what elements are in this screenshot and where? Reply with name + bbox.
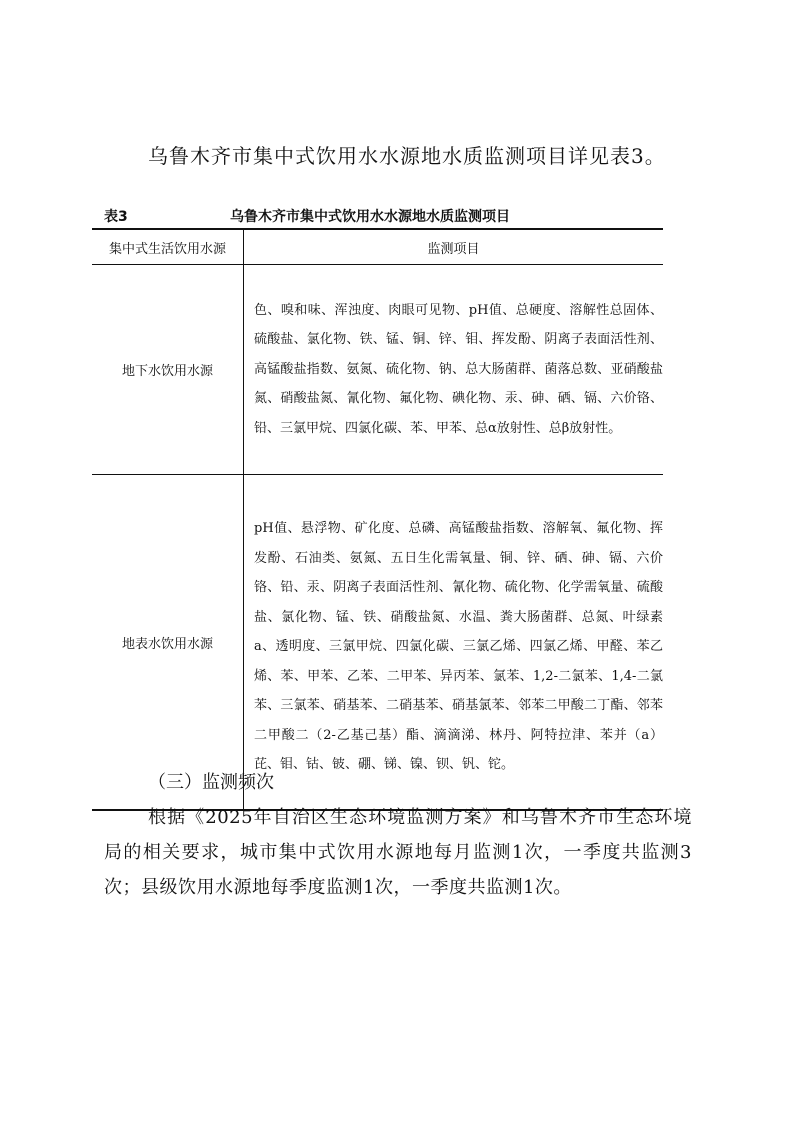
- table-caption-number: 表3: [104, 209, 128, 225]
- table-row: [92, 475, 663, 811]
- header-source: 集中式生活饮用水源: [92, 229, 244, 265]
- source-cell: 地下水饮用水源: [92, 265, 244, 475]
- source-cell: 地表水饮用水源: [92, 475, 244, 811]
- header-items: 监测项目: [244, 229, 664, 265]
- body-paragraph: 根据《2025年自治区生态环境监测方案》和乌鲁木齐市生态环境局的相关要求，城市集中式饮用水源地每月监测1次，一季度共监测3次；县级饮用水源地每季度监测1次，一季度共监测1次。: [104, 807, 692, 898]
- monitoring-items-table: [92, 228, 663, 811]
- table-caption-title: 乌鲁木齐市集中式饮用水水源地水质监测项目: [230, 209, 510, 225]
- table-header-row: [92, 229, 663, 265]
- table-row: [92, 265, 663, 475]
- intro-text: 乌鲁木齐市集中式饮用水水源地水质监测项目详见表3。: [148, 144, 666, 168]
- table-caption: [104, 206, 664, 226]
- section-heading: （三）监测频次: [148, 772, 274, 793]
- items-cell: 色、嗅和味、浑浊度、肉眼可见物、pH值、总硬度、溶解性总固体、硫酸盐、氯化物、铁、锰、铜、锌、钼、挥发酚、阴离子表面活性剂、高锰酸盐指数、氨氮、硫化物、钠、总大肠菌群、菌落总数、亚硝酸盐氮、硝酸盐氮、氰化物、氟化物、碘化物、汞、砷、硒、镉、六价铬、铅、三氯甲烷、四氯化碳、苯、甲苯、总α放射性、总β放射性。: [244, 265, 664, 475]
- items-cell: pH值、悬浮物、矿化度、总磷、高锰酸盐指数、溶解氧、氟化物、挥发酚、石油类、氨氮、五日生化需氧量、铜、锌、硒、砷、镉、六价铬、铅、汞、阴离子表面活性剂、氰化物、硫化物、化学需氧量、硫酸盐、氯化物、锰、铁、硝酸盐氮、水温、粪大肠菌群、总氮、叶绿素a、透明度、三氯甲烷、四氯化碳、三氯乙烯、四氯乙烯、甲醛、苯乙烯、苯、甲苯、乙苯、二甲苯、异丙苯、氯苯、1,2-二氯苯、1,4-二氯苯、三氯苯、硝基苯、二硝基苯、硝基氯苯、邻苯二甲酸二丁酯、邻苯二甲酸二（2-乙基己基）酯、滴滴涕、林丹、阿特拉津、苯并（a）芘、钼、钴、铍、硼、锑、镍、钡、钒、铊。: [244, 475, 664, 811]
